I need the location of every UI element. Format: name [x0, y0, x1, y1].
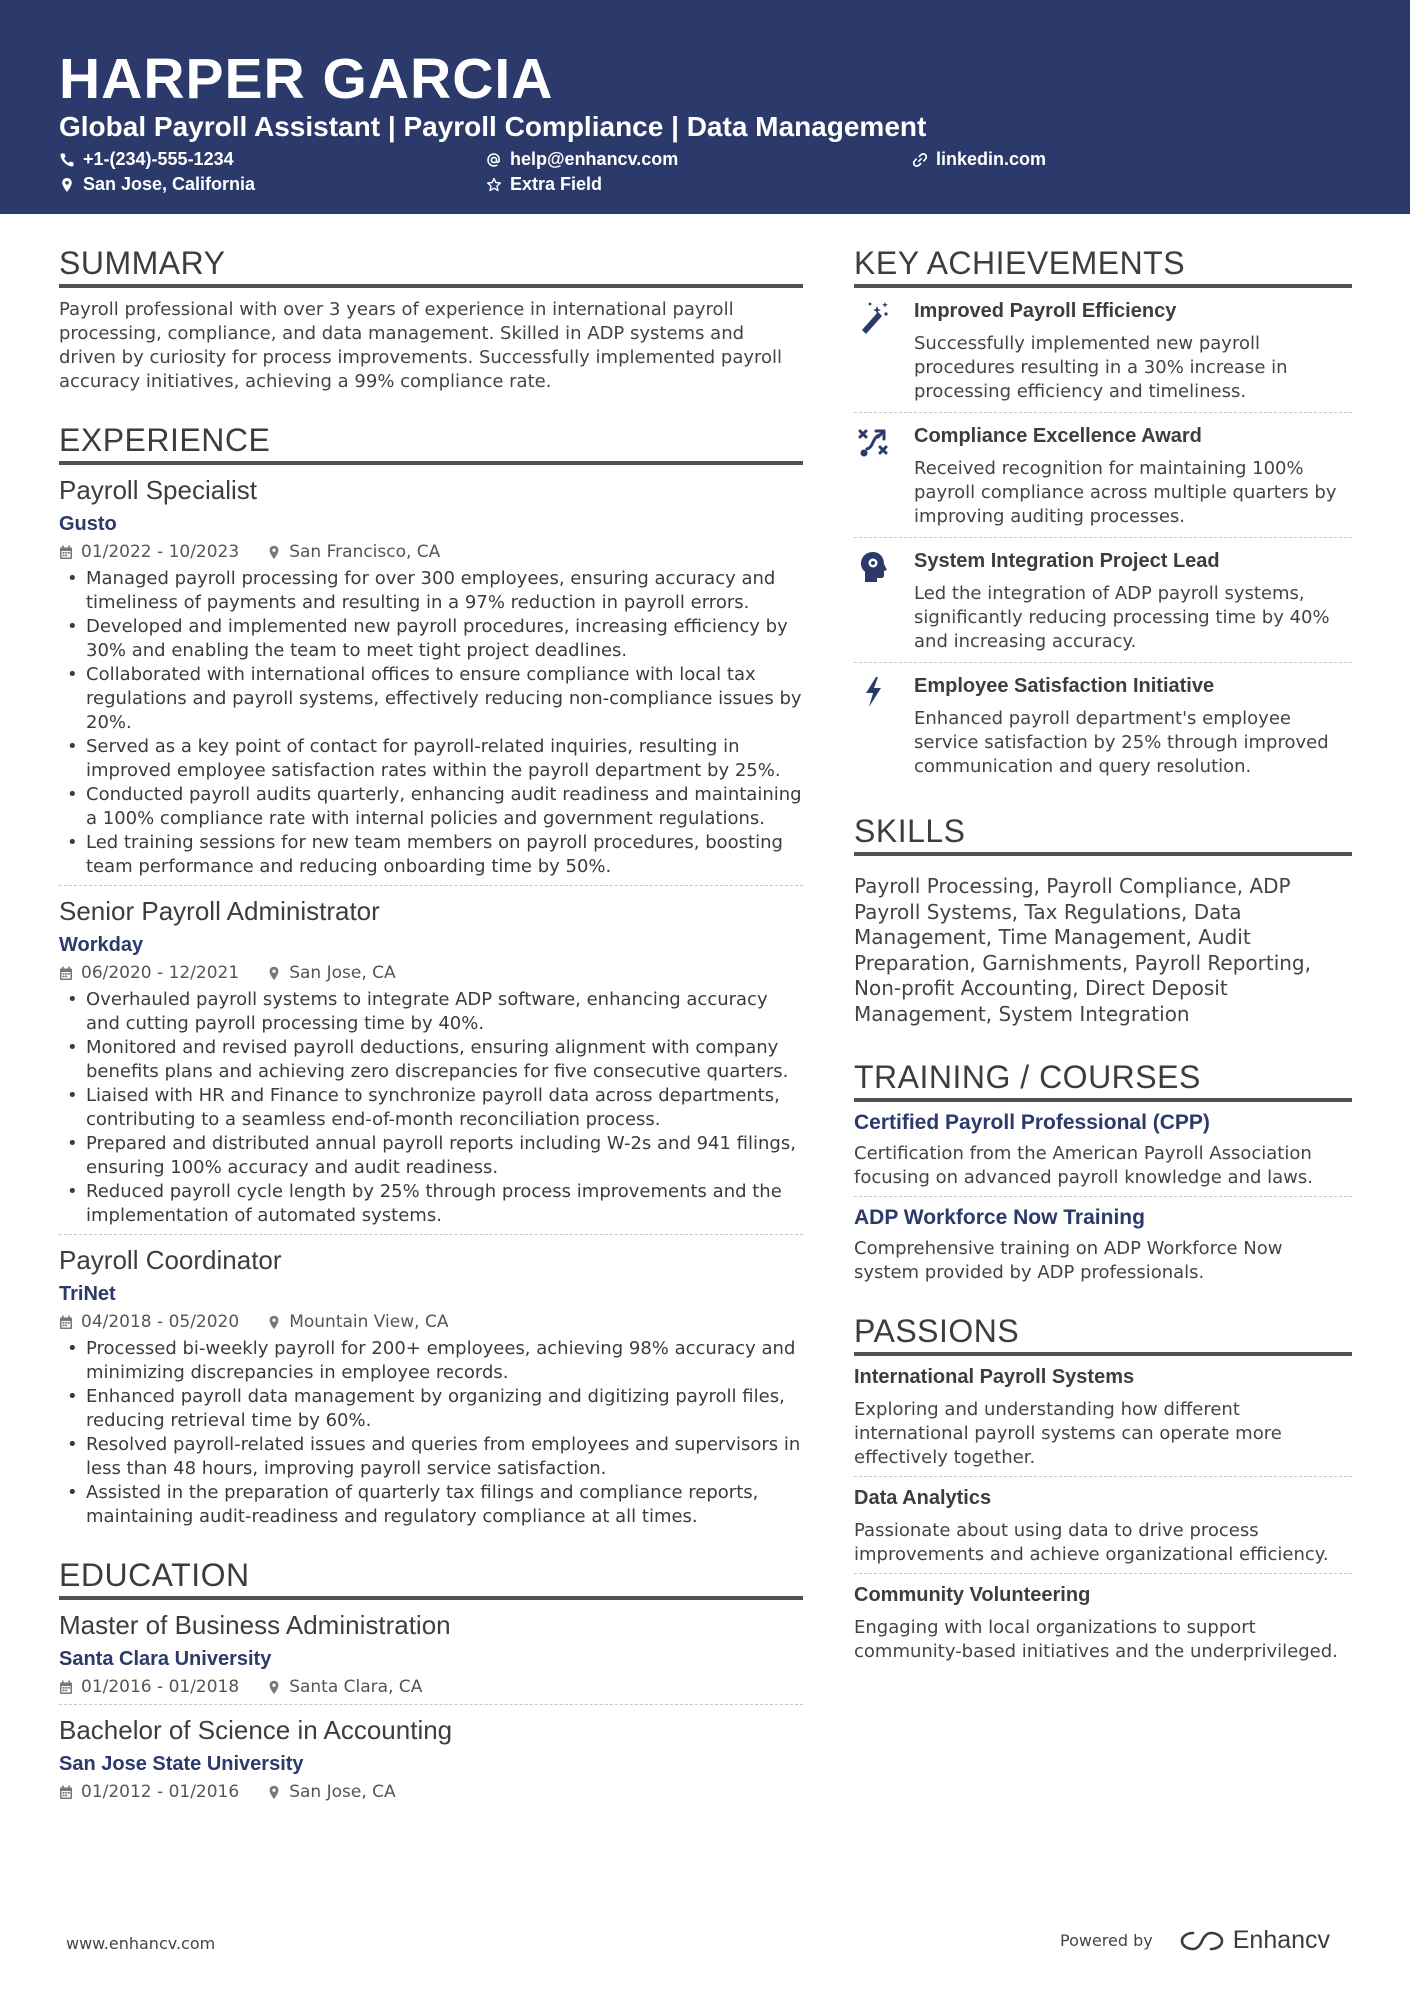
job-location — [267, 1311, 448, 1333]
job-title: Payroll Specialist — [59, 475, 257, 505]
job-bullet: • Monitored and revised payroll deductions, ensuring alignment with company benefits plans and achieving zero discrepancies for five consecutive quarters. — [59, 1036, 803, 1084]
location-text: Santa Clara, CA — [289, 1677, 423, 1697]
job-bullet: • Resolved payroll-related issues and queries from employees and supervisors in less than 48 hours, improving payroll service satisfaction. — [59, 1433, 803, 1481]
passion-item — [854, 1356, 1352, 1476]
resume-header — [0, 0, 1410, 214]
summary-heading: SUMMARY — [59, 245, 803, 288]
location-text: Mountain View, CA — [289, 1312, 449, 1332]
achievement-item — [854, 412, 1352, 537]
job-bullets — [59, 1337, 803, 1529]
brand-name: Enhancv — [1232, 1926, 1331, 1954]
education-dates — [59, 1781, 239, 1803]
course-item — [854, 1196, 1352, 1291]
location-text: San Jose, CA — [289, 1782, 396, 1802]
contact-email[interactable] — [486, 149, 678, 170]
map-pin-icon — [267, 545, 281, 560]
achievement-title: Employee Satisfaction Initiative — [914, 675, 1215, 697]
achievement-icon-wrap — [854, 548, 914, 654]
skills-heading: SKILLS — [854, 813, 1352, 856]
job-location — [267, 962, 395, 984]
email-link[interactable]: help@enhancv.com — [510, 149, 679, 169]
achievement-icon-wrap — [854, 673, 914, 779]
magic-wand-icon — [858, 300, 890, 334]
location-text: San Jose, California — [83, 174, 256, 194]
education-list — [59, 1600, 803, 1809]
passion-title: International Payroll Systems — [854, 1366, 1135, 1388]
map-pin-icon — [59, 177, 75, 193]
achievement-body — [914, 298, 1352, 404]
course-item — [854, 1102, 1352, 1196]
course-title: Certified Payroll Professional (CPP) — [854, 1111, 1210, 1134]
job-bullet: • Managed payroll processing for over 300 employees, ensuring accuracy and timeliness of payments and resulting in a 97% reduction in payroll errors. — [59, 567, 803, 615]
job-meta — [59, 962, 803, 984]
footer-website-link[interactable]: www.enhancv.com — [66, 1934, 216, 1953]
job-location — [267, 541, 440, 563]
linkedin-link[interactable]: linkedin.com — [936, 149, 1047, 169]
date-range: 04/2018 - 05/2020 — [81, 1312, 240, 1332]
job-bullet: • Collaborated with international offices to ensure compliance with local tax regulations and payroll systems, effectively reducing non-compliance issues by 20%. — [59, 663, 803, 735]
education-dates — [59, 1676, 239, 1698]
job-bullet: • Reduced payroll cycle length by 25% through process improvements and the implementation of automated systems. — [59, 1180, 803, 1228]
date-range: 01/2022 - 10/2023 — [81, 542, 240, 562]
at-sign-icon — [486, 152, 502, 168]
achievement-item — [854, 662, 1352, 787]
company-name: Workday — [59, 934, 144, 956]
extra-field-text: Extra Field — [510, 174, 603, 194]
achievement-icon-wrap — [854, 423, 914, 529]
enhancv-logo[interactable] — [1179, 1926, 1330, 1955]
link-icon — [912, 152, 928, 168]
contact-phone — [59, 149, 234, 170]
contact-linkedin[interactable] — [912, 149, 1046, 170]
course-desc: Certification from the American Payroll Association focusing on advanced payroll knowledge and laws. — [854, 1143, 1313, 1188]
job-title: Senior Payroll Administrator — [59, 896, 380, 926]
education-location — [267, 1781, 395, 1803]
experience-list — [59, 465, 803, 1535]
location-text: San Francisco, CA — [289, 542, 441, 562]
course-desc: Comprehensive training on ADP Workforce Now system provided by ADP professionals. — [854, 1238, 1283, 1283]
job-bullets — [59, 988, 803, 1228]
education-item — [59, 1600, 803, 1704]
job-bullet: • Enhanced payroll data management by organizing and digitizing payroll files, reducing retrieval time by 60%. — [59, 1385, 803, 1433]
school-name: Santa Clara University — [59, 1648, 272, 1670]
map-pin-icon — [267, 1785, 281, 1800]
experience-heading: EXPERIENCE — [59, 422, 803, 465]
school-name: San Jose State University — [59, 1753, 304, 1775]
powered-by-label: Powered by — [1060, 1931, 1153, 1950]
company-name: Gusto — [59, 513, 117, 535]
achievement-title: Improved Payroll Efficiency — [914, 300, 1177, 322]
achievement-icon-wrap — [854, 298, 914, 404]
job-bullet: • Assisted in the preparation of quarterly tax filings and compliance reports, maintaining audit-readiness and regulatory compliance at all times. — [59, 1481, 803, 1529]
candidate-headline: Global Payroll Assistant | Payroll Compliance | Data Management — [59, 111, 927, 142]
achievement-desc: Received recognition for maintaining 100% payroll compliance across multiple quarters by improving auditing processes. — [914, 458, 1337, 527]
job-meta — [59, 1311, 803, 1333]
achievement-desc: Enhanced payroll department's employee service satisfaction by 25% through improved communication and query resolution. — [914, 708, 1329, 777]
experience-item — [59, 885, 803, 1234]
achievement-title: System Integration Project Lead — [914, 550, 1220, 572]
calendar-icon — [59, 1785, 73, 1800]
job-dates — [59, 1311, 239, 1333]
star-icon — [486, 177, 502, 193]
contact-location — [59, 174, 255, 195]
achievement-body — [914, 673, 1352, 779]
achievement-title: Compliance Excellence Award — [914, 425, 1202, 447]
education-meta — [59, 1676, 803, 1698]
map-pin-icon — [267, 1680, 281, 1695]
education-item — [59, 1704, 803, 1809]
candidate-name: HARPER GARCIA — [59, 47, 554, 111]
enhancv-logo-icon — [1179, 1929, 1225, 1953]
passion-title: Community Volunteering — [854, 1584, 1091, 1606]
education-heading: EDUCATION — [59, 1557, 803, 1600]
job-bullet: • Led training sessions for new team members on payroll procedures, boosting team performance and reducing onboarding time by 50%. — [59, 831, 803, 879]
job-bullet: • Overhauled payroll systems to integrate ADP software, enhancing accuracy and cutting payroll processing time by 40%. — [59, 988, 803, 1036]
job-dates — [59, 962, 239, 984]
calendar-icon — [59, 966, 73, 981]
experience-item — [59, 1234, 803, 1535]
degree-title: Bachelor of Science in Accounting — [59, 1715, 453, 1745]
phone-text: +1-(234)-555-1234 — [83, 149, 234, 169]
training-list — [854, 1102, 1352, 1291]
job-bullet: • Processed bi-weekly payroll for 200+ employees, achieving 98% accuracy and minimizing discrepancies in employee records. — [59, 1337, 803, 1385]
right-column — [854, 245, 1352, 1670]
achievements-heading: KEY ACHIEVEMENTS — [854, 245, 1352, 288]
education-location — [267, 1676, 422, 1698]
degree-title: Master of Business Administration — [59, 1610, 451, 1640]
passions-list — [854, 1356, 1352, 1670]
achievement-item — [854, 537, 1352, 662]
passion-desc: Engaging with local organizations to support community-based initiatives and the underprivileged. — [854, 1617, 1338, 1662]
education-meta — [59, 1781, 803, 1803]
job-bullet: • Served as a key point of contact for payroll-related inquiries, resulting in improved employee satisfaction rates within the payroll department by 25%. — [59, 735, 803, 783]
passions-heading: PASSIONS — [854, 1313, 1352, 1356]
course-title: ADP Workforce Now Training — [854, 1206, 1145, 1229]
summary-text: Payroll professional with over 3 years of experience in international payroll processing, compliance, and data management. Skilled in ADP systems and driven by curiosity for process improvements. Successfully implemented payroll accuracy initiatives, achieving a 99% compliance rate. — [59, 299, 783, 392]
calendar-icon — [59, 1680, 73, 1695]
job-bullet: • Liaised with HR and Finance to synchronize payroll data across departments, contributing to a seamless end-of-month reconciliation process. — [59, 1084, 803, 1132]
map-pin-icon — [267, 1315, 281, 1330]
company-name: TriNet — [59, 1283, 116, 1305]
left-column — [59, 245, 803, 1809]
job-title: Payroll Coordinator — [59, 1245, 282, 1275]
achievement-body — [914, 423, 1352, 529]
achievement-body — [914, 548, 1352, 654]
location-text: San Jose, CA — [289, 963, 396, 983]
training-heading: TRAINING / COURSES — [854, 1059, 1352, 1102]
footer-branding — [1060, 1926, 1330, 1955]
date-range: 01/2012 - 01/2016 — [81, 1782, 240, 1802]
achievement-item — [854, 288, 1352, 412]
job-bullets — [59, 567, 803, 879]
date-range: 06/2020 - 12/2021 — [81, 963, 240, 983]
passion-desc: Exploring and understanding how different international payroll systems can operate more effectively together. — [854, 1399, 1282, 1468]
passion-desc: Passionate about using data to drive process improvements and achieve organizational efficiency. — [854, 1520, 1329, 1565]
passion-item — [854, 1573, 1352, 1670]
contact-extra — [486, 174, 602, 195]
calendar-icon — [59, 545, 73, 560]
job-bullet: • Prepared and distributed annual payroll reports including W-2s and 941 filings, ensuring 100% accuracy and audit readiness. — [59, 1132, 803, 1180]
calendar-icon — [59, 1315, 73, 1330]
job-meta — [59, 541, 803, 563]
job-bullet: • Conducted payroll audits quarterly, enhancing audit readiness and maintaining a 100% compliance rate with internal policies and government regulations. — [59, 783, 803, 831]
achievement-desc: Successfully implemented new payroll procedures resulting in a 30% increase in processing efficiency and timeliness. — [914, 333, 1288, 402]
job-dates — [59, 541, 239, 563]
passion-item — [854, 1476, 1352, 1573]
strategy-icon — [858, 425, 890, 459]
achievement-desc: Led the integration of ADP payroll systems, significantly reducing processing time by 40% and increasing accuracy. — [914, 583, 1330, 652]
skills-text: Payroll Processing, Payroll Compliance, ADP Payroll Systems, Tax Regulations, Data Management, Time Management, Audit Preparation, Garnishments, Payroll Reporting, Non-profit Accounting, Direct Deposit Management, System Integration — [854, 874, 1311, 1026]
lightning-icon — [858, 675, 890, 709]
map-pin-icon — [267, 966, 281, 981]
job-bullet: • Developed and implemented new payroll procedures, increasing efficiency by 30% and enabling the team to meet tight project deadlines. — [59, 615, 803, 663]
passion-title: Data Analytics — [854, 1487, 992, 1509]
date-range: 01/2016 - 01/2018 — [81, 1677, 240, 1697]
head-gear-icon — [858, 550, 890, 584]
experience-item — [59, 465, 803, 885]
phone-icon — [59, 152, 75, 168]
achievements-list — [854, 288, 1352, 787]
